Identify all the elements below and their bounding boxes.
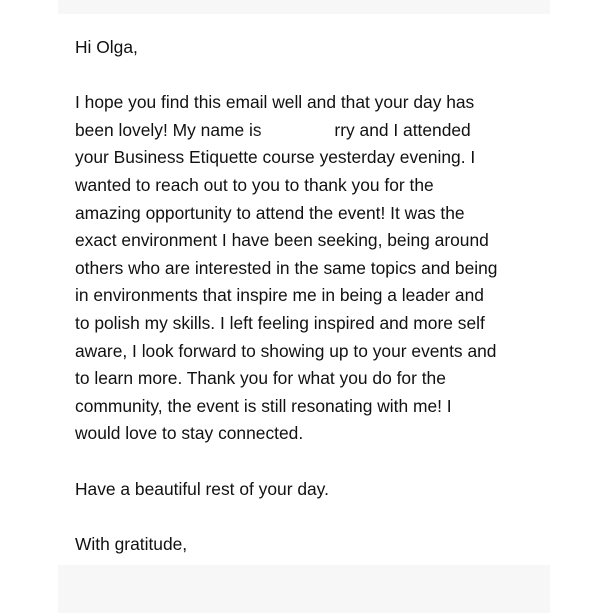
closing-wish: Have a beautiful rest of your day. [75, 478, 329, 499]
email-body [75, 34, 545, 558]
body-line: would love to stay connected. [75, 423, 304, 444]
paragraph-gap [75, 503, 545, 531]
body-line-segment: been lovely! My name is [75, 119, 262, 140]
body-line: I hope you find this email well and that your day has [75, 92, 475, 113]
bottom-background-band [58, 565, 550, 613]
body-line: your Business Etiquette course yesterday evening. I [75, 147, 476, 168]
paragraph-gap [75, 62, 545, 90]
body-line [75, 117, 545, 145]
body-line: exact environment I have been seeking, being around [75, 230, 489, 251]
paragraph-gap [75, 448, 545, 476]
body-line-segment: rry and I attended [334, 119, 471, 140]
body-line: wanted to reach out to you to thank you for the [75, 174, 434, 195]
body-line: in environments that inspire me in being a leader and [75, 285, 484, 306]
body-line: amazing opportunity to attend the event! It was the [75, 202, 465, 223]
body-line: aware, I look forward to showing up to your events and [75, 340, 497, 361]
top-background-band [58, 0, 550, 14]
redacted-name-mask [266, 121, 334, 139]
signoff: With gratitude, [75, 533, 188, 554]
greeting: Hi Olga, [75, 37, 138, 57]
body-line: to polish my skills. I left feeling inspired and more self [75, 312, 485, 333]
body-line: community, the event is still resonating with me! I [75, 395, 452, 416]
body-line: to learn more. Thank you for what you do for the [75, 368, 446, 389]
body-line: others who are interested in the same topics and being [75, 257, 498, 278]
